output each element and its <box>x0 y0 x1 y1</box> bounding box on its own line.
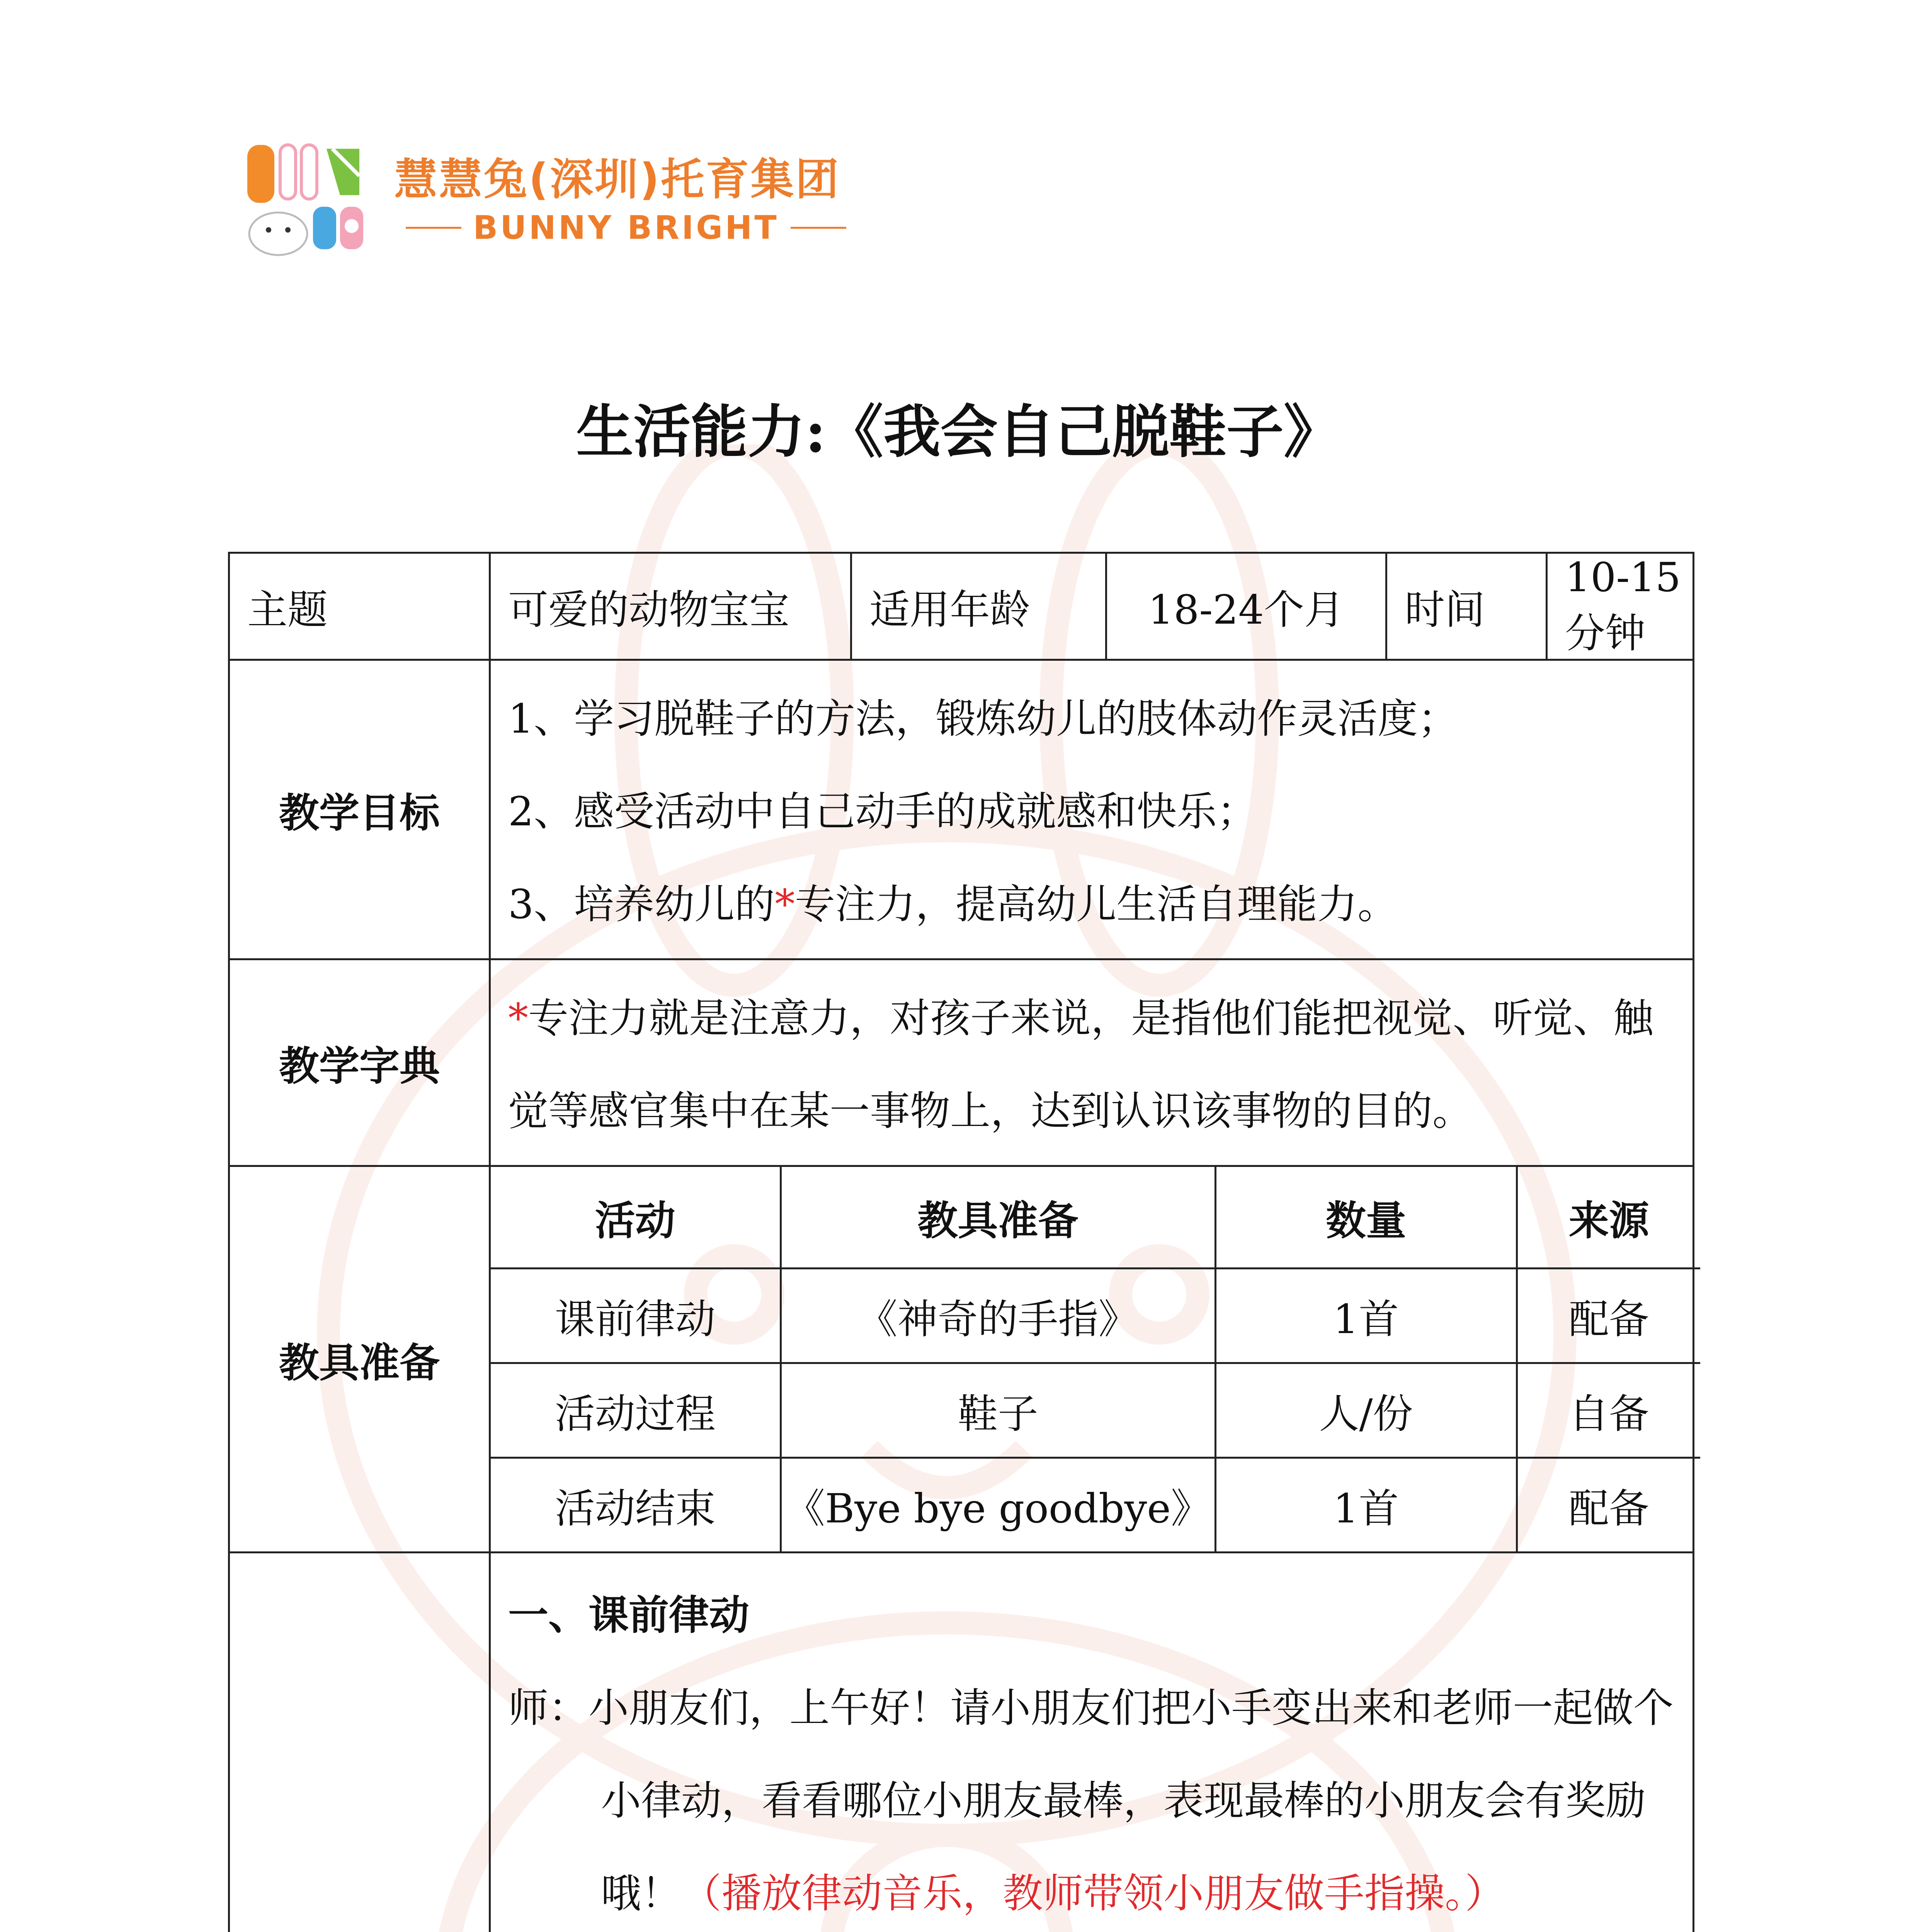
page-title: 生活能力:《我会自己脱鞋子》 <box>576 398 1341 465</box>
section-title: 一、课前律动 <box>508 1591 750 1639</box>
column-header: 活动 <box>491 1167 781 1269</box>
goals-content <box>490 660 1694 959</box>
table-cell: 鞋子 <box>781 1363 1215 1458</box>
dialogue-line: 师：小朋友们，上午好！请小朋友们把小手变出来和老师一起做个小律动，看看哪位小朋友最棒，表现最棒的小朋友会有奖励哦！（播放律动音乐，教师带领小朋友做手指操。） <box>508 1684 1674 1917</box>
materials-content <box>490 1166 1694 1553</box>
process-row <box>229 1553 1694 1932</box>
table-cell: 活动结束 <box>491 1458 781 1552</box>
dictionary-label: 教学字典 <box>229 959 490 1166</box>
table-row <box>491 1269 1700 1363</box>
divider <box>791 227 846 229</box>
table-cell: 人/份 <box>1215 1363 1517 1458</box>
info-row <box>229 553 1694 660</box>
table-cell: 1首 <box>1215 1458 1517 1552</box>
table-row <box>491 1363 1700 1458</box>
org-name-en <box>394 209 858 247</box>
org-name: 慧慧兔(深圳)托育集团 <box>394 155 840 205</box>
materials-table <box>491 1167 1700 1551</box>
theme-label: 主题 <box>229 553 490 660</box>
time-label: 时间 <box>1386 553 1547 660</box>
theme-value: 可爱的动物宝宝 <box>490 553 851 660</box>
materials-row <box>229 1166 1694 1553</box>
table-cell: 《神奇的手指》 <box>781 1269 1215 1363</box>
bunny-logo-icon <box>243 137 371 261</box>
goal-item: 2、感受活动中自己动手的成就感和快乐； <box>508 788 1257 835</box>
age-label: 适用年龄 <box>851 553 1106 660</box>
column-header: 来源 <box>1517 1167 1700 1269</box>
lesson-table <box>228 552 1694 1932</box>
table-row <box>491 1458 1700 1552</box>
column-header: 数量 <box>1215 1167 1517 1269</box>
process-content <box>490 1553 1694 1932</box>
materials-header-row <box>491 1167 1700 1269</box>
goals-label: 教学目标 <box>229 660 490 959</box>
divider <box>406 227 461 229</box>
materials-label: 教具准备 <box>229 1166 490 1553</box>
table-cell: 配备 <box>1517 1458 1700 1552</box>
column-header: 教具准备 <box>781 1167 1215 1269</box>
dictionary-content: *专注力就是注意力，对孩子来说，是指他们能把视觉、听觉、触觉等感官集中在某一事物上，达到认识该事物的目的。 <box>490 959 1694 1166</box>
table-cell: 课前律动 <box>491 1269 781 1363</box>
table-cell: 1首 <box>1215 1269 1517 1363</box>
header-logo <box>243 137 1016 265</box>
age-value: 18-24个月 <box>1106 553 1386 660</box>
process-label <box>229 1553 490 1932</box>
dictionary-row <box>229 959 1694 1166</box>
org-name-en-text: BUNNY BRIGHT <box>473 209 779 247</box>
table-cell: 活动过程 <box>491 1363 781 1458</box>
table-cell: 《Bye bye goodbye》 <box>781 1458 1215 1552</box>
goals-row <box>229 660 1694 959</box>
table-cell: 配备 <box>1517 1269 1700 1363</box>
table-cell: 自备 <box>1517 1363 1700 1458</box>
time-value: 10-15分钟 <box>1547 553 1694 660</box>
goal-item: 3、培养幼儿的*专注力，提高幼儿生活自理能力。 <box>508 881 1398 928</box>
goal-item: 1、学习脱鞋子的方法，锻炼幼儿的肢体动作灵活度； <box>508 695 1458 742</box>
